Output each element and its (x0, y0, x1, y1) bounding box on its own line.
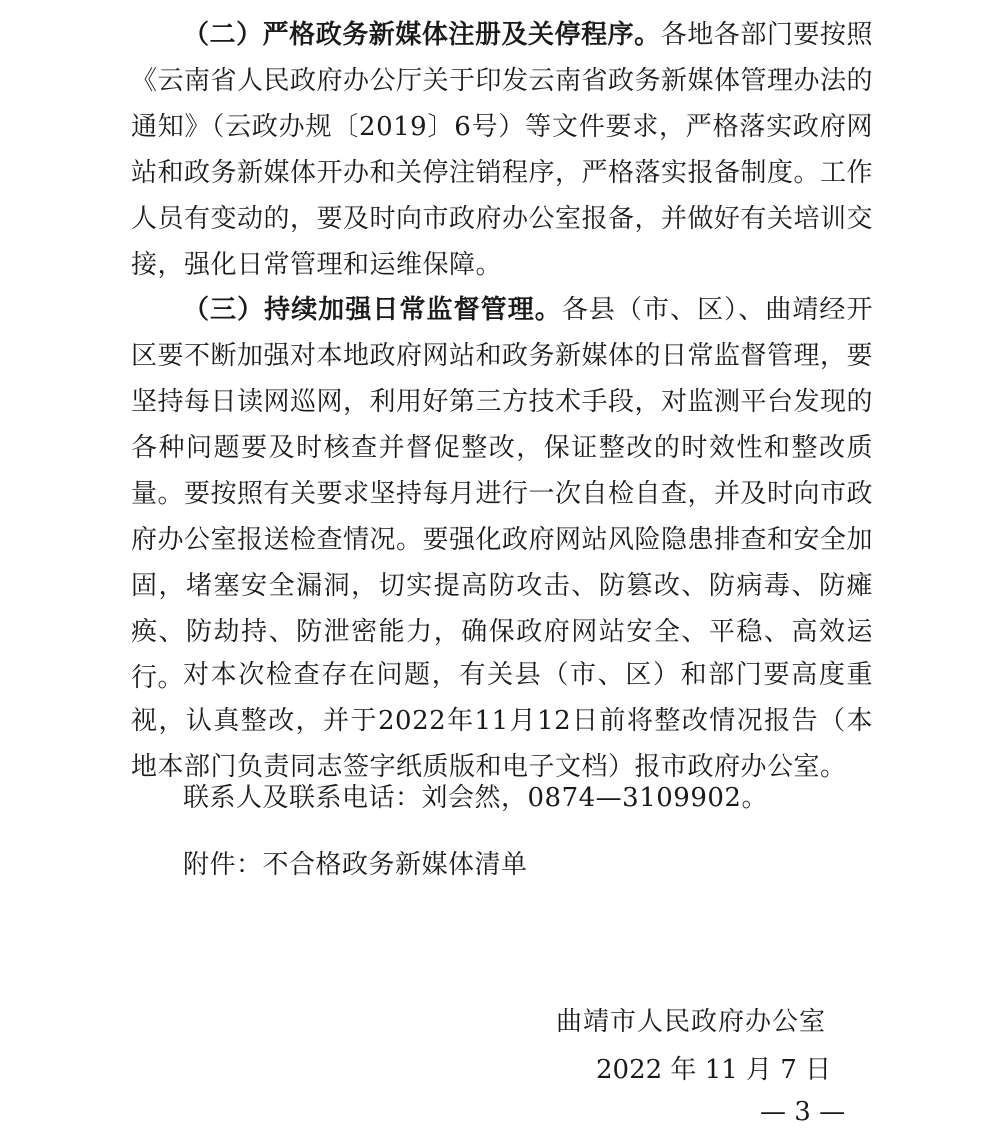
contact-body: 联系人及联系电话：刘会然，0874—3109902。 (183, 783, 768, 813)
rectification-paragraph (131, 652, 873, 790)
signature-org: 曲靖市人民政府办公室 (556, 1007, 827, 1037)
section-3-heading: （三）持续加强日常监督管理。 (183, 295, 562, 325)
rectification-body: 对本次检查存在问题，有关县（市、区）和部门要高度重视，认真整改，并于2022年11月12日前将整改情况报告（本地本部门负责同志签字纸质版和电子文档）报市政府办公室。 (131, 660, 873, 782)
section-2-body: 各地各部门要按照《云南省人民政府办公厅关于印发云南省政务新媒体管理办法的通知》（云政办规〔2019〕6号）等文件要求，严格落实政府网站和政务新媒体开办和关停注销程序，严格落实报备制度。工作人员有变动的，要及时向市政府办公室报备，并做好有关培训交接，强化日常管理和运维保障。 (131, 20, 874, 280)
section-2-heading: （二）严格政务新媒体注册及关停程序。 (183, 20, 661, 50)
section-3-body: 各县（市、区）、曲靖经开区要不断加强对本地政府网站和政务新媒体的日常监督管理，要坚持每日读网巡网，利用好第三方技术手段，对监测平台发现的各种问题要及时核查并督促整改，保证整改的时效性和整改质量。要按照有关要求坚持每月进行一次自检自查，并及时向市政府办公室报送检查情况。要强化政府网站风险隐患排查和安全加固，堵塞安全漏洞，切实提高防攻击、防篡改、防病毒、防瘫痪、防劫持、防泄密能力，确保政府网站安全、平稳、高效运行。 (131, 295, 874, 693)
section-2-paragraph (131, 12, 873, 288)
contact-paragraph (131, 775, 873, 821)
section-3-paragraph (131, 287, 873, 701)
attachment-paragraph (131, 842, 873, 888)
attachment-body: 附件：不合格政务新媒体清单 (183, 850, 528, 880)
signature-date: 2022 年 11 月 7 日 (596, 1055, 832, 1085)
page-number: — 3 — (760, 1097, 846, 1127)
